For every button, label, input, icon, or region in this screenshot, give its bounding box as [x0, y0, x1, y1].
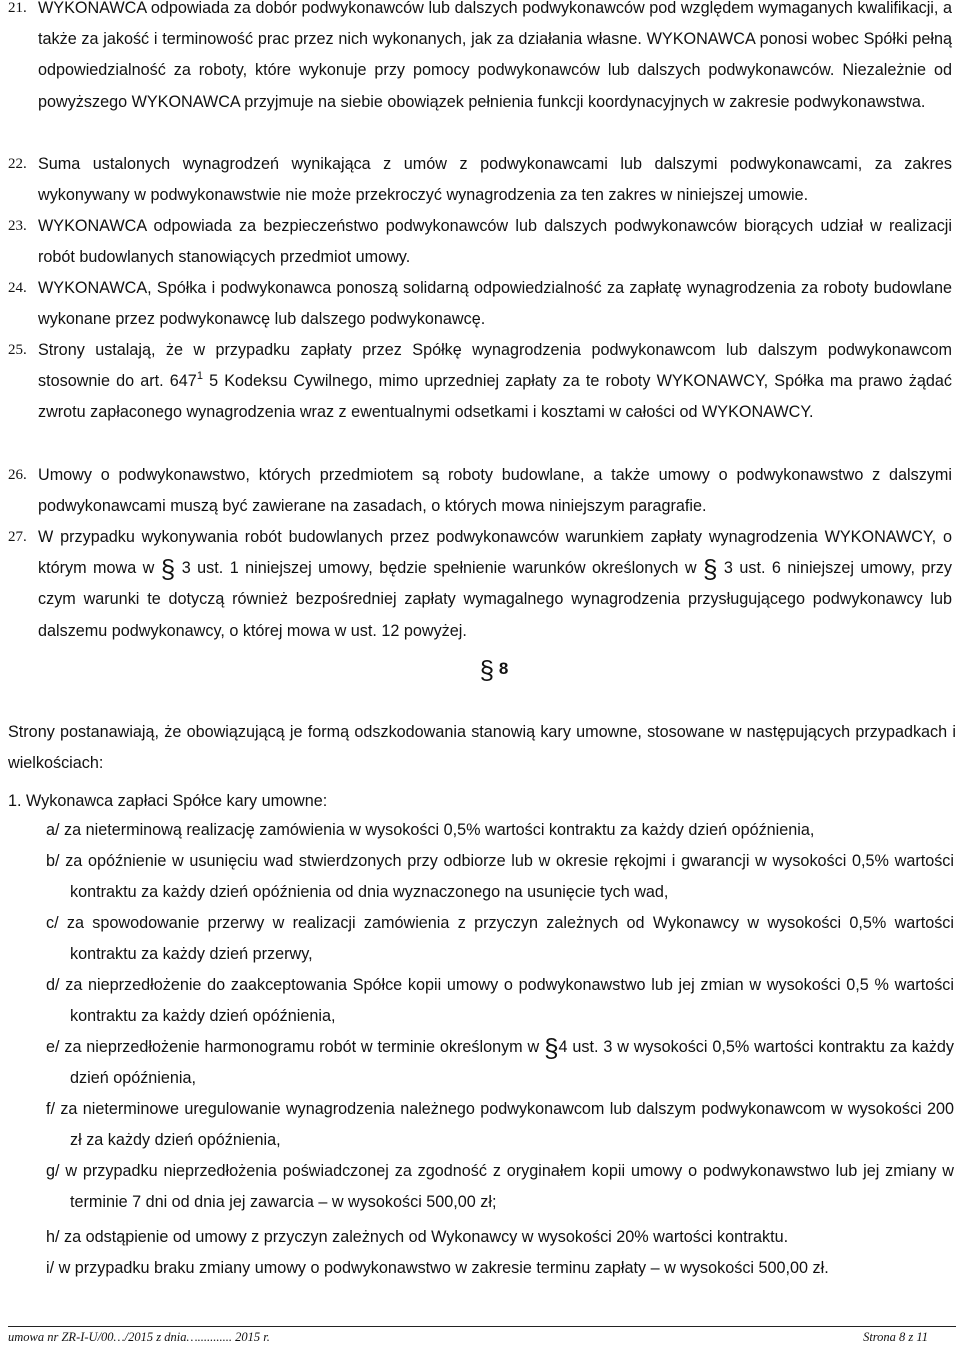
section-symbol: § [160, 554, 176, 585]
clause-number: 21. [8, 0, 27, 16]
clause-number: 23. [8, 218, 27, 234]
clause-text [38, 522, 952, 647]
clause-22 [0, 149, 960, 211]
clause-text-part: 5 Kodeksu Cywilnego, mimo uprzedniej zapłaty za te roboty WYKONAWCY, Spółka ma prawo żądać zwrotu zapłaconego wynagrodzenia wraz z ewentualnymi odsetkami i kosztami w całości od WYKONAWCY. [38, 372, 952, 422]
clause-text-part: Strony ustalają, że w przypadku zapłaty przez Spółkę wynagrodzenia podwykonawcom lub dalszym podwykonawcom stosownie do art. 647 [38, 341, 952, 391]
footer-contract-ref: umowa nr ZR-I-U/00…/2015 z dnia…........... 2015 r. [8, 1330, 270, 1344]
clause-text: WYKONAWCA odpowiada za bezpieczeństwo podwykonawców lub dalszych podwykonawców biorących udział w realizacji robót budowlanych stanowiących przedmiot umowy. [38, 217, 952, 267]
clause-text: Umowy o podwykonawstwo, których przedmiotem są roboty budowlane, a także umowy o podwykonawstwo z dalszymi podwykonawcami muszą być zawierane na zasadach, o których mowa niniejszym paragrafie. [38, 466, 952, 516]
penalty-item: h/ za odstąpienie od umowy z przyczyn zależnych od Wykonawcy w wysokości 20% wartości kontraktu. [46, 1228, 789, 1246]
penalty-text-part: 4 ust. 3 w wysokości 0,5% wartości kontraktu za każdy dzień opóźnienia, [70, 1038, 954, 1087]
section-symbol: § [702, 554, 718, 585]
intro-text: Strony postanawiają, że obowiązującą je formą odszkodowania stanowią kary umowne, stosowane w następujących przypadkach i wielkościach: [8, 723, 956, 772]
footer-page-number: Strona 8 z 11 [863, 1330, 928, 1344]
penalty-text-part: e/ za nieprzedłożenie harmonogramu robót w terminie określonym w [46, 1038, 545, 1056]
penalty-item: i/ w przypadku braku zmiany umowy o podwykonawstwo w zakresie terminu zapłaty – w wysokości 500,00 zł. [46, 1259, 829, 1277]
paragraph-number: 8 [498, 659, 509, 678]
clause-text-part: 3 ust. 1 niniejszej umowy, będzie spełnienie warunków określonych w [175, 559, 703, 578]
clause-text-part: 3 ust. 6 niniejszej umowy, przy czym warunki te dotyczą również bezpośredniej zapłaty wymagalnego wynagrodzenia przysługującego podwykonawcy lub dalszemu podwykonawcy, o której mowa w ust. 12 powyżej. [38, 559, 952, 640]
clause-23 [0, 211, 960, 273]
penalty-item [46, 1032, 954, 1094]
penalty-item: a/ za nieterminową realizację zamówienia w wysokości 0,5% wartości kontraktu za każdy dzień opóźnienia, [46, 821, 815, 839]
clause-text: WYKONAWCA odpowiada za dobór podwykonawców lub dalszych podwykonawców pod względem wymaganych kwalifikacji, a także za jakość i terminowość prac przez nich wykonanych, jak za działania własne. WYKONAWCA ponosi wobec Spółki pełną odpowiedzialność za roboty, które wykonuje przy pomocy podwykonawców lub dalszych podwykonawców. Niezależnie od powyższego WYKONAWCA przyjmuje na siebie obowiązek pełnienia funkcji koordynacyjnych w zakresie podwykonawstwa. [38, 0, 952, 111]
penalty-list-header: 1. Wykonawca zapłaci Spółce kary umowne: [8, 792, 328, 810]
clause-21 [0, 0, 960, 118]
clause-text [38, 335, 952, 429]
clause-27 [0, 522, 960, 647]
clause-number: 22. [8, 156, 27, 172]
paragraph-heading [0, 652, 960, 686]
section-symbol: § [479, 655, 495, 685]
clause-text-part: W przypadku wykonywania robót budowlanych przez podwykonawców warunkiem zapłaty wynagrodzenia WYKONAWCY, o którym mowa w [38, 528, 952, 578]
section-symbol: § [544, 1033, 559, 1063]
clause-number: 24. [8, 280, 27, 296]
clause-text: Suma ustalonych wynagrodzeń wynikająca z umów z podwykonawcami lub dalszymi podwykonawcami, za zakres wykonywany w podwykonawstwie nie może przekroczyć wynagrodzenia za ten zakres w niniejszej umowie. [38, 155, 952, 205]
superscript: 1 [196, 370, 203, 383]
penalty-item: f/ za nieterminowe uregulowanie wynagrodzenia należnego podwykonawcom lub dalszym podwykonawcom w wysokości 200 zł za każdy dzień opóźnienia, [46, 1100, 954, 1149]
clause-text: WYKONAWCA, Spółka i podwykonawca ponoszą solidarną odpowiedzialność za zapłatę wynagrodzenia za roboty budowlane wykonane przez podwykonawcę lub dalszego podwykonawcę. [38, 279, 952, 329]
clause-number: 26. [8, 467, 27, 483]
clause-26 [0, 460, 960, 522]
clause-number: 27. [8, 529, 27, 545]
penalty-item: g/ w przypadku nieprzedłożenia poświadczonej za zgodność z oryginałem kopii umowy o podwykonawstwo lub jej zmiany w terminie 7 dni od dnia jej zawarcia – w wysokości 500,00 zł; [46, 1162, 954, 1211]
penalty-item: d/ za nieprzedłożenie do zaakceptowania Spółce kopii umowy o podwykonawstwo lub jej zmian w wysokości 0,5 % wartości kontraktu za każdy dzień opóźnienia, [46, 976, 954, 1025]
clause-25 [0, 335, 960, 429]
footer-divider [8, 1326, 956, 1327]
clause-number: 25. [8, 342, 27, 358]
penalty-item: b/ za opóźnienie w usunięciu wad stwierdzonych przy odbiorze lub w okresie rękojmi i gwarancji w wysokości 0,5% wartości kontraktu za każdy dzień opóźnienia od dnia wyznaczonego na usunięcie tych wad, [46, 852, 954, 901]
clause-24 [0, 273, 960, 335]
penalty-item: c/ za spowodowanie przerwy w realizacji zamówienia z przyczyn zależnych od Wykonawcy w wysokości 0,5% wartości kontraktu za każdy dzień przerwy, [46, 914, 954, 963]
